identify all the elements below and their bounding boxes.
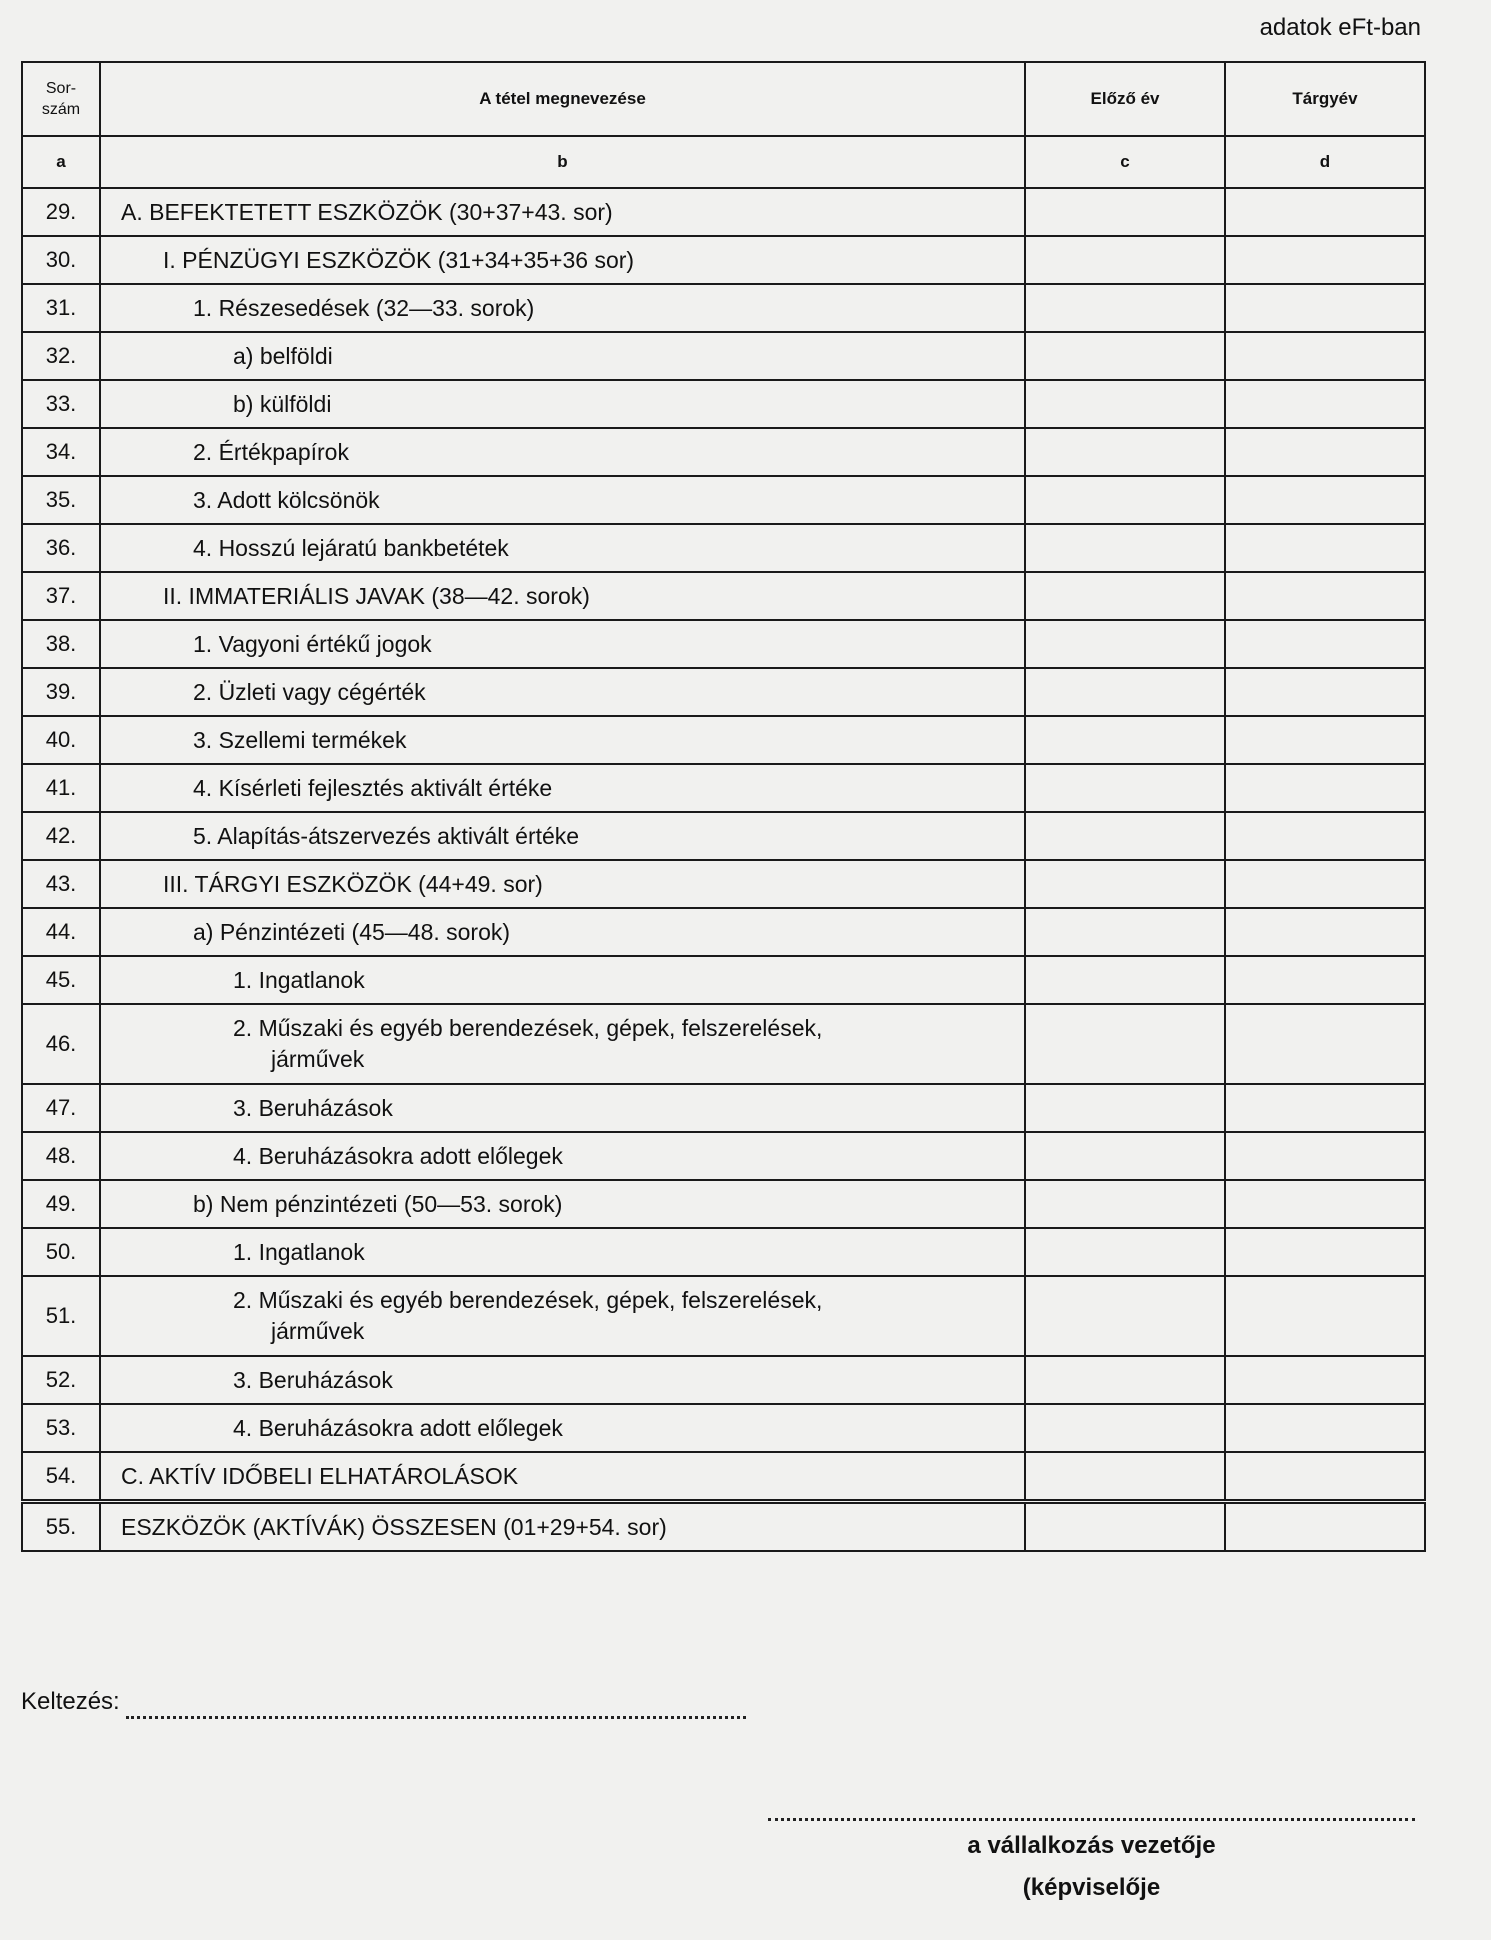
current-year-cell[interactable] (1225, 1452, 1425, 1502)
current-year-cell[interactable] (1225, 1502, 1425, 1552)
current-year-cell[interactable] (1225, 476, 1425, 524)
col-header-current-year: Tárgyév (1225, 62, 1425, 136)
row-label (100, 1180, 1025, 1228)
row-label (100, 1004, 1025, 1084)
current-year-cell[interactable] (1225, 908, 1425, 956)
table-row (22, 1228, 1425, 1276)
table-row (22, 428, 1425, 476)
current-year-cell[interactable] (1225, 188, 1425, 236)
current-year-cell[interactable] (1225, 1084, 1425, 1132)
table-row (22, 236, 1425, 284)
row-label-text: A. BEFEKTETETT ESZKÖZÖK (30+37+43. sor) (121, 198, 613, 225)
row-number: 33. (22, 380, 100, 428)
col-header-sorszam: Sor- szám (22, 62, 100, 136)
row-label-text: 1. Ingatlanok (233, 966, 365, 993)
table-row (22, 572, 1425, 620)
table-body (22, 188, 1425, 1551)
row-number: 43. (22, 860, 100, 908)
row-label (100, 764, 1025, 812)
row-label-text: 5. Alapítás-átszervezés aktivált értéke (193, 822, 580, 849)
prev-year-cell[interactable] (1025, 1452, 1225, 1502)
row-number: 45. (22, 956, 100, 1004)
date-line[interactable] (126, 1688, 746, 1719)
row-number: 54. (22, 1452, 100, 1502)
row-label (100, 668, 1025, 716)
prev-year-cell[interactable] (1025, 620, 1225, 668)
current-year-cell[interactable] (1225, 284, 1425, 332)
current-year-cell[interactable] (1225, 716, 1425, 764)
row-number: 44. (22, 908, 100, 956)
signature-line[interactable] (768, 1818, 1415, 1821)
balance-sheet-table (21, 61, 1426, 1552)
table-row (22, 908, 1425, 956)
row-label-text-continued: járművek (271, 1046, 365, 1072)
prev-year-cell[interactable] (1025, 1004, 1225, 1084)
row-label (100, 524, 1025, 572)
current-year-cell[interactable] (1225, 668, 1425, 716)
date-field (21, 1688, 746, 1719)
current-year-cell[interactable] (1225, 812, 1425, 860)
header-row (22, 62, 1425, 136)
prev-year-cell[interactable] (1025, 1356, 1225, 1404)
current-year-cell[interactable] (1225, 236, 1425, 284)
row-label (100, 1084, 1025, 1132)
signature-caption-sub: (képviselője (1022, 1874, 1161, 1901)
signature-caption: a vállalkozás vezetője (967, 1832, 1216, 1859)
prev-year-cell[interactable] (1025, 1228, 1225, 1276)
row-label-text: a) Pénzintézeti (45—48. sorok) (193, 918, 511, 945)
row-label-text: 4. Beruházásokra adott előlegek (233, 1142, 563, 1169)
table-row (22, 956, 1425, 1004)
row-label (100, 908, 1025, 956)
prev-year-cell[interactable] (1025, 1132, 1225, 1180)
row-label (100, 716, 1025, 764)
row-label-text: 3. Beruházások (233, 1366, 393, 1393)
table-row (22, 476, 1425, 524)
row-label (100, 380, 1025, 428)
table-row (22, 1132, 1425, 1180)
table-row (22, 1452, 1425, 1502)
table-row (22, 1004, 1425, 1084)
row-label (100, 956, 1025, 1004)
table-row (22, 188, 1425, 236)
row-label-text: ESZKÖZÖK (AKTÍVÁK) ÖSSZESEN (01+29+54. sor) (121, 1513, 667, 1540)
row-number: 34. (22, 428, 100, 476)
row-label (100, 1132, 1025, 1180)
row-number: 37. (22, 572, 100, 620)
current-year-cell[interactable] (1225, 860, 1425, 908)
table-row (22, 380, 1425, 428)
row-number: 51. (22, 1276, 100, 1356)
current-year-cell[interactable] (1225, 1132, 1425, 1180)
row-number: 29. (22, 188, 100, 236)
row-number: 38. (22, 620, 100, 668)
table-row (22, 1502, 1425, 1552)
current-year-cell[interactable] (1225, 1228, 1425, 1276)
column-letter-row (22, 136, 1425, 188)
row-number: 50. (22, 1228, 100, 1276)
row-label-text: 2. Műszaki és egyéb berendezések, gépek, felszerelések, (233, 1287, 823, 1313)
row-number: 53. (22, 1404, 100, 1452)
current-year-cell[interactable] (1225, 1276, 1425, 1356)
row-label (100, 812, 1025, 860)
row-label (100, 284, 1025, 332)
row-label-text: 4. Beruházásokra adott előlegek (233, 1414, 563, 1441)
col-letter-b: b (100, 136, 1025, 188)
table-row (22, 524, 1425, 572)
row-label (100, 1276, 1025, 1356)
prev-year-cell[interactable] (1025, 572, 1225, 620)
prev-year-cell[interactable] (1025, 236, 1225, 284)
row-label-text: 3. Beruházások (233, 1094, 393, 1121)
row-label-text-continued: járművek (271, 1318, 365, 1344)
row-label-text: 1. Vagyoni értékű jogok (193, 630, 432, 657)
row-label (100, 188, 1025, 236)
prev-year-cell[interactable] (1025, 332, 1225, 380)
row-label-text: b) Nem pénzintézeti (50—53. sorok) (193, 1190, 563, 1217)
prev-year-cell[interactable] (1025, 380, 1225, 428)
row-number: 42. (22, 812, 100, 860)
table-row (22, 1180, 1425, 1228)
prev-year-cell[interactable] (1025, 860, 1225, 908)
prev-year-cell[interactable] (1025, 668, 1225, 716)
prev-year-cell[interactable] (1025, 764, 1225, 812)
current-year-cell[interactable] (1225, 1180, 1425, 1228)
row-label-text: a) belföldi (233, 342, 333, 369)
prev-year-cell[interactable] (1025, 716, 1225, 764)
row-label-text: II. IMMATERIÁLIS JAVAK (38—42. sorok) (163, 582, 590, 609)
row-label (100, 1228, 1025, 1276)
row-label-text: 4. Kísérleti fejlesztés aktivált értéke (193, 774, 553, 801)
table-row (22, 284, 1425, 332)
row-label-text: 3. Szellemi termékek (193, 726, 407, 753)
prev-year-cell[interactable] (1025, 812, 1225, 860)
row-number: 31. (22, 284, 100, 332)
row-number: 36. (22, 524, 100, 572)
col-header-name: A tétel megnevezése (100, 62, 1025, 136)
row-label (100, 1404, 1025, 1452)
prev-year-cell[interactable] (1025, 188, 1225, 236)
row-label-text: 3. Adott kölcsönök (193, 486, 380, 513)
current-year-cell[interactable] (1225, 1404, 1425, 1452)
prev-year-cell[interactable] (1025, 284, 1225, 332)
row-number: 47. (22, 1084, 100, 1132)
table-row (22, 1084, 1425, 1132)
prev-year-cell[interactable] (1025, 1276, 1225, 1356)
date-label: Keltezés: (21, 1688, 120, 1715)
current-year-cell[interactable] (1225, 956, 1425, 1004)
prev-year-cell[interactable] (1025, 1502, 1225, 1552)
table-row (22, 1356, 1425, 1404)
col-letter-a: a (22, 136, 100, 188)
row-label (100, 332, 1025, 380)
unit-note: adatok eFt-ban (1259, 14, 1421, 41)
row-label (100, 236, 1025, 284)
table-row (22, 332, 1425, 380)
current-year-cell[interactable] (1225, 428, 1425, 476)
row-number: 39. (22, 668, 100, 716)
row-label-text: 4. Hosszú lejáratú bankbetétek (193, 534, 509, 561)
row-number: 32. (22, 332, 100, 380)
prev-year-cell[interactable] (1025, 956, 1225, 1004)
row-label-text: I. PÉNZÜGYI ESZKÖZÖK (31+34+35+36 sor) (163, 246, 635, 273)
row-number: 48. (22, 1132, 100, 1180)
row-number: 40. (22, 716, 100, 764)
row-number: 52. (22, 1356, 100, 1404)
row-label (100, 620, 1025, 668)
row-label (100, 476, 1025, 524)
row-label-text: 2. Műszaki és egyéb berendezések, gépek, felszerelések, (233, 1015, 823, 1041)
table-row (22, 620, 1425, 668)
prev-year-cell[interactable] (1025, 428, 1225, 476)
row-label (100, 572, 1025, 620)
prev-year-cell[interactable] (1025, 1180, 1225, 1228)
row-number: 46. (22, 1004, 100, 1084)
prev-year-cell[interactable] (1025, 524, 1225, 572)
row-label-text: 1. Ingatlanok (233, 1238, 365, 1265)
current-year-cell[interactable] (1225, 1356, 1425, 1404)
current-year-cell[interactable] (1225, 764, 1425, 812)
col-letter-d: d (1225, 136, 1425, 188)
prev-year-cell[interactable] (1025, 908, 1225, 956)
table-row (22, 764, 1425, 812)
current-year-cell[interactable] (1225, 524, 1425, 572)
row-label (100, 1502, 1025, 1552)
row-label (100, 1452, 1025, 1502)
current-year-cell[interactable] (1225, 380, 1425, 428)
row-number: 55. (22, 1502, 100, 1552)
table-row (22, 668, 1425, 716)
col-header-prev-year: Előző év (1025, 62, 1225, 136)
table-row (22, 1404, 1425, 1452)
row-number: 35. (22, 476, 100, 524)
row-number: 30. (22, 236, 100, 284)
table-row (22, 860, 1425, 908)
current-year-cell[interactable] (1225, 620, 1425, 668)
row-label-text: C. AKTÍV IDŐBELI ELHATÁROLÁSOK (121, 1462, 519, 1489)
table-row (22, 1276, 1425, 1356)
row-label-text: III. TÁRGYI ESZKÖZÖK (44+49. sor) (163, 870, 543, 897)
row-label-text: 1. Részesedések (32—33. sorok) (193, 294, 535, 321)
table-row (22, 716, 1425, 764)
row-number: 41. (22, 764, 100, 812)
row-label-text: 2. Üzleti vagy cégérték (193, 678, 426, 705)
row-number: 49. (22, 1180, 100, 1228)
row-label (100, 428, 1025, 476)
row-label-text: 2. Értékpapírok (193, 438, 349, 465)
prev-year-cell[interactable] (1025, 1404, 1225, 1452)
row-label (100, 860, 1025, 908)
current-year-cell[interactable] (1225, 572, 1425, 620)
table-row (22, 812, 1425, 860)
col-letter-c: c (1025, 136, 1225, 188)
row-label (100, 1356, 1025, 1404)
current-year-cell[interactable] (1225, 332, 1425, 380)
current-year-cell[interactable] (1225, 1004, 1425, 1084)
prev-year-cell[interactable] (1025, 1084, 1225, 1132)
row-label-text: b) külföldi (233, 390, 332, 417)
prev-year-cell[interactable] (1025, 476, 1225, 524)
